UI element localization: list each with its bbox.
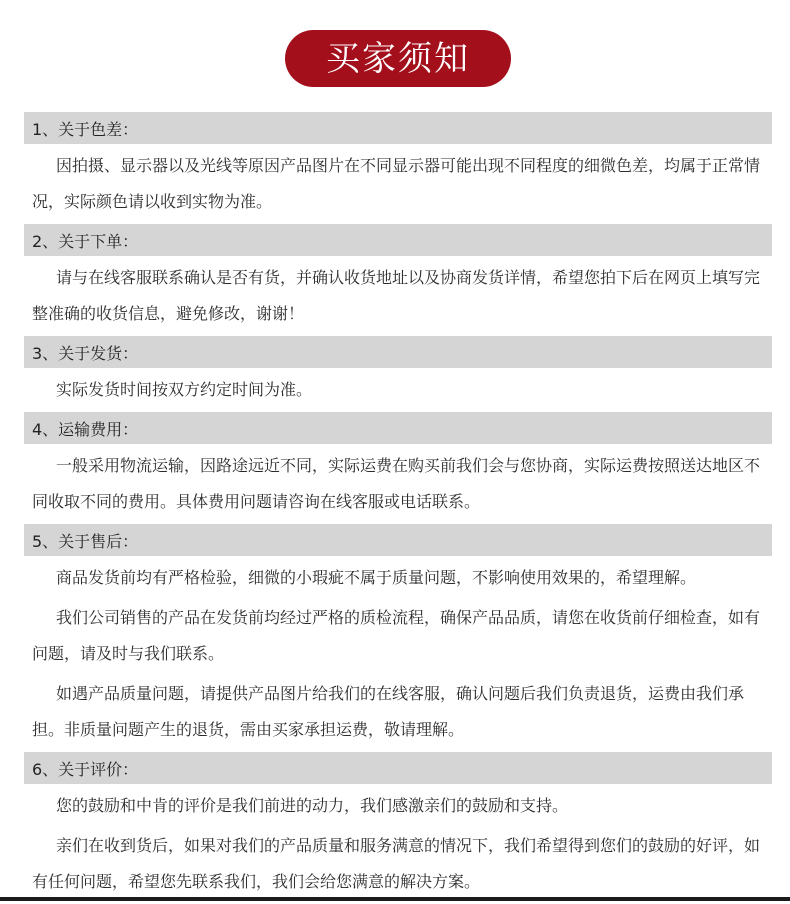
section-heading-after-sales: 5、关于售后： (24, 524, 772, 556)
title-banner (285, 30, 511, 87)
bottom-divider (0, 897, 790, 901)
notice-content (24, 112, 772, 904)
section-heading-reviews: 6、关于评价： (24, 752, 772, 784)
section-paragraph: 亲们在收到货后，如果对我们的产品质量和服务满意的情况下，我们希望得到您们的鼓励的好评，如有任何问题，希望您先联系我们，我们会给您满意的解决方案。 (32, 836, 761, 891)
section-paragraph: 因拍摄、显示器以及光线等原因产品图片在不同显示器可能出现不同程度的细微色差，均属于正常情况，实际颜色请以收到实物为准。 (32, 156, 761, 211)
section-paragraph: 一般采用物流运输，因路途远近不同，实际运费在购买前我们会与您协商，实际运费按照送达地区不同收取不同的费用。具体费用问题请咨询在线客服或电话联系。 (32, 456, 761, 511)
page-title: 买家须知 (326, 38, 470, 79)
section-heading-freight-cost: 4、运输费用： (24, 412, 772, 444)
section-paragraph: 我们公司销售的产品在发货前均经过严格的质检流程，确保产品品质，请您在收货前仔细检查，如有问题，请及时与我们联系。 (32, 608, 761, 663)
section-paragraph: 实际发货时间按双方约定时间为准。 (56, 380, 313, 399)
section-paragraph: 请与在线客服联系确认是否有货，并确认收货地址以及协商发货详情，希望您拍下后在网页上填写完整准确的收货信息，避免修改，谢谢！ (32, 268, 761, 323)
section-heading-shipping: 3、关于发货： (24, 336, 772, 368)
section-paragraph: 您的鼓励和中肯的评价是我们前进的动力，我们感激亲们的鼓励和支持。 (56, 796, 569, 815)
section-heading-ordering: 2、关于下单： (24, 224, 772, 256)
section-paragraph: 商品发货前均有严格检验，细微的小瑕疵不属于质量问题，不影响使用效果的，希望理解。 (56, 568, 697, 587)
section-paragraph: 如遇产品质量问题，请提供产品图片给我们的在线客服，确认问题后我们负责退货，运费由我们承担。非质量问题产生的退货，需由买家承担运费，敬请理解。 (32, 684, 745, 739)
section-heading-color-difference: 1、关于色差： (24, 112, 772, 144)
